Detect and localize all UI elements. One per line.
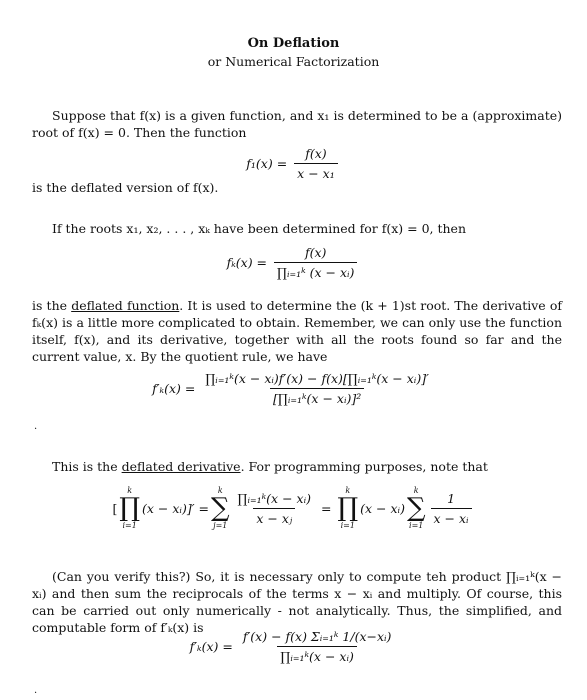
paragraph-deflated-function <box>32 297 562 365</box>
numerator: f(x) <box>305 146 327 161</box>
equation-lhs: f′ₖ(x) = <box>152 381 196 396</box>
denominator: ∏ᵢ₌₁ᵏ(x − xᵢ) <box>277 646 356 665</box>
term-deflated-derivative: deflated derivative <box>121 459 241 474</box>
sum-symbol: k ∑ i=1 <box>406 486 426 530</box>
product-symbol: k ∏ i=1 <box>337 486 359 530</box>
bracket-open: [ <box>112 500 118 516</box>
equation-lhs: fₖ(x) = <box>226 255 268 270</box>
denominator: x − xᵢ <box>431 508 472 527</box>
fraction <box>202 370 432 407</box>
equation-lhs: f₁(x) = <box>246 156 288 171</box>
term-deflated-function: deflated function <box>71 298 180 313</box>
fraction <box>235 490 314 527</box>
denominator: ∏ᵢ₌₁ᵏ (x − xᵢ) <box>274 262 357 281</box>
stray-dot: . <box>34 421 38 432</box>
fraction <box>431 490 472 527</box>
denominator: x − xⱼ <box>253 508 295 527</box>
equation-fk <box>0 244 587 281</box>
equation-simplified <box>0 628 587 665</box>
denominator: x − x₁ <box>294 163 338 182</box>
paragraph-roots: If the roots x₁, x₂, . . . , xₖ have been determined for f(x) = 0, then <box>52 221 467 236</box>
page-title: On Deflation <box>247 36 340 51</box>
equals: = <box>320 500 332 516</box>
stray-dot: . <box>34 685 38 696</box>
numerator: ∏ᵢ₌₁ᵏ(x − xᵢ)f′(x) − f(x)[∏ᵢ₌₁ᵏ(x − xᵢ)]′ <box>205 371 429 386</box>
eq4-a: (x − xᵢ)]′ = <box>142 500 209 516</box>
paragraph-intro: Suppose that f(x) is a given function, and x₁ is determined to be a (approximate) root of f(x) = 0. Then the function <box>32 108 562 140</box>
equation-product-derivative <box>0 486 587 530</box>
text: is the <box>32 298 72 313</box>
equation-f1 <box>0 145 587 182</box>
fraction <box>294 145 338 182</box>
denominator: [∏ᵢ₌₁ᵏ(x − xᵢ)]² <box>270 388 364 407</box>
equation-fk-derivative <box>0 370 587 407</box>
numerator: f(x) <box>305 245 327 260</box>
eq4-d: (x − xᵢ) <box>360 500 405 516</box>
paragraph-deflated-derivative <box>32 458 562 475</box>
numerator: f′(x) − f(x) Σᵢ₌₁ᵏ 1/(x−xᵢ) <box>242 629 392 644</box>
text: This is the <box>52 459 122 474</box>
equation-lhs: f′ₖ(x) = <box>189 639 233 654</box>
fraction <box>240 628 395 665</box>
fraction <box>274 244 357 281</box>
numerator: ∏ᵢ₌₁ᵏ(x − xᵢ) <box>237 490 311 506</box>
paragraph-verify: (Can you verify this?) So, it is necessary only to compute teh product ∏ᵢ₌₁ᵏ(x − xᵢ) and then sum the reciprocals of the terms x − xᵢ and multiply. Of course, this can be carried out only numerically - not analytically. Thus, the simplified, and computable form of f′ₖ(x) is <box>32 569 562 635</box>
page-subtitle: or Numerical Factorization <box>207 54 380 69</box>
text: . It is used to determine the (k + 1)st root. The derivative of fₖ(x) is a little more complicated to obtain. Remember, we can only use the function itself, f(x), and its derivative, together with all the roots found so far and the current value, x. By the quotient rule, we have <box>32 298 563 364</box>
paragraph-deflated-version: is the deflated version of f(x). <box>32 180 219 195</box>
product-symbol: k ∏ i=1 <box>119 486 141 530</box>
sum-symbol: k ∑ j=1 <box>210 486 230 530</box>
numerator: 1 <box>447 490 456 506</box>
text: . For programming purposes, note that <box>240 459 488 474</box>
